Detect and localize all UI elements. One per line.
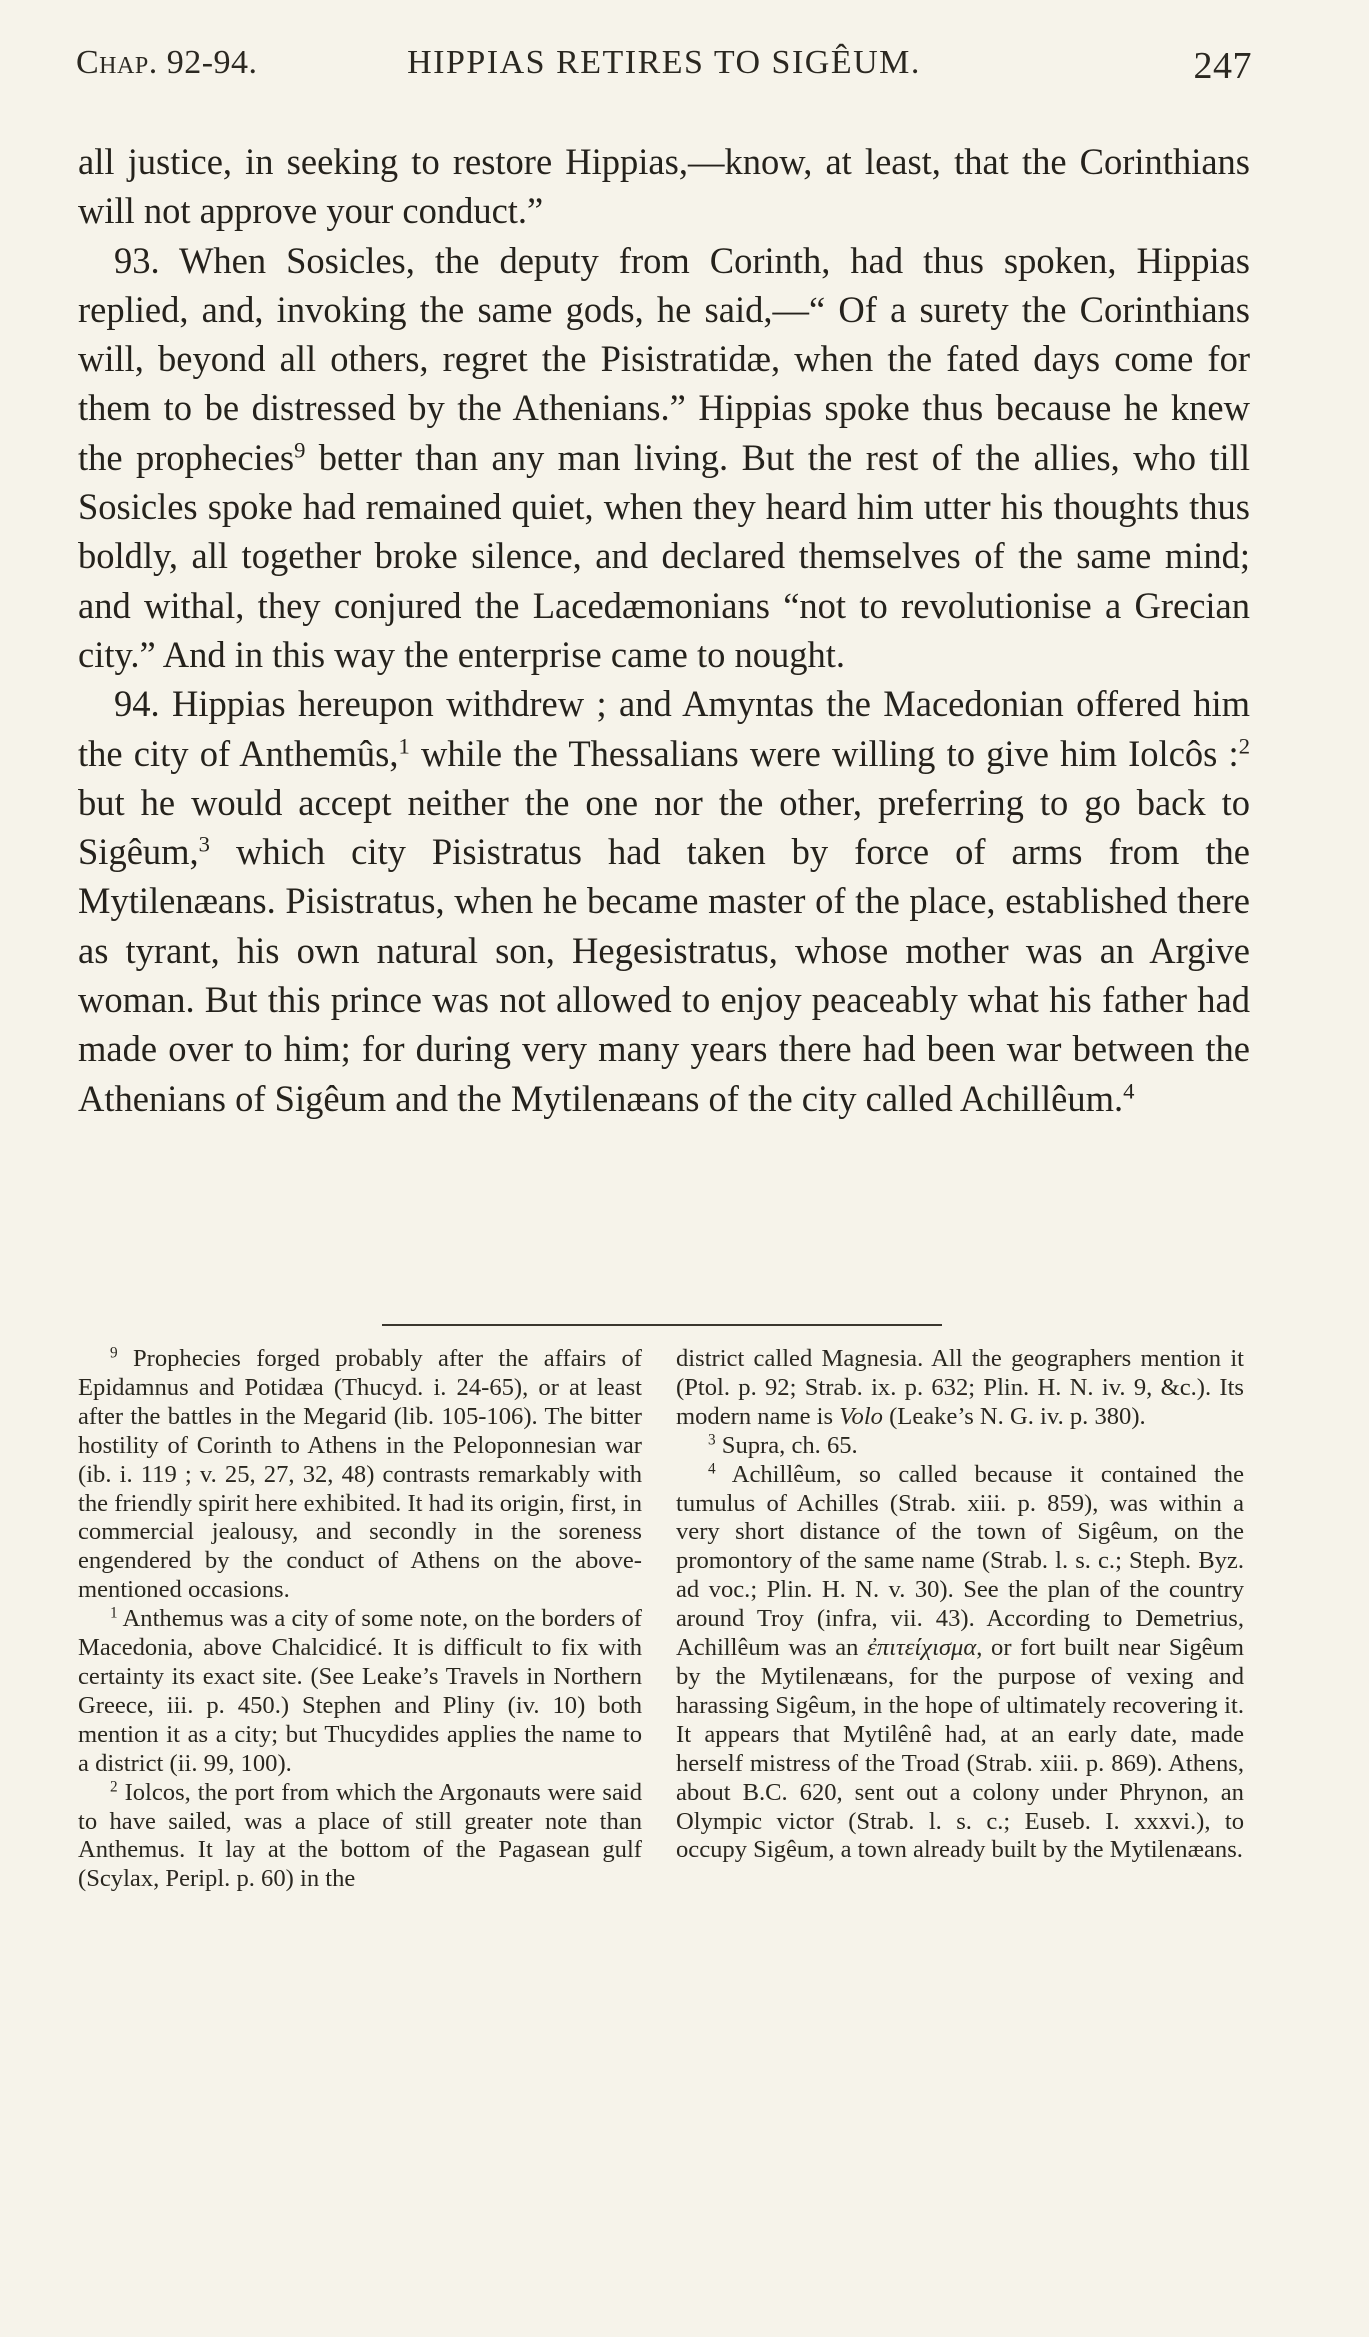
footnote-number: 1 bbox=[110, 1604, 118, 1622]
footnote-4 bbox=[676, 1461, 1244, 1866]
footnote-text: district called Magnesia. All the geographers mention it (Ptol. p. 92; Strab. ix. p. 632; Plin. H. N. iv. 9, &c.). Its modern name is bbox=[676, 1345, 1244, 1430]
paragraph-text: 94. Hippias hereupon withdrew ; and Amyntas the Macedonian offered him the city of Anthemûs, bbox=[78, 683, 1250, 774]
footnote-9 bbox=[78, 1345, 642, 1605]
paragraph-93 bbox=[78, 236, 1250, 680]
footnote-3 bbox=[676, 1432, 1244, 1461]
greek-term: ἐπιτείχισμα bbox=[867, 1634, 977, 1662]
paragraph-text: all justice, in seeking to restore Hippias,—know, at least, that the Corinthians will not approve your conduct.” bbox=[78, 141, 1250, 232]
chapter-range: Chap. 92-94. bbox=[76, 44, 258, 81]
era-abbreviation: B.C. bbox=[742, 1778, 788, 1806]
paragraph-text: while the Thessalians were willing to give him Iolcôs : bbox=[409, 732, 1239, 774]
paragraph-94 bbox=[78, 679, 1250, 1123]
footnote-ref-1[interactable]: 1 bbox=[398, 733, 410, 759]
page-number: 247 bbox=[1193, 45, 1252, 87]
footnotes-right-column bbox=[676, 1345, 1244, 1865]
footnote-text: Supra, ch. 65. bbox=[715, 1431, 858, 1459]
footnotes-left-column bbox=[78, 1345, 642, 1894]
paragraph-text: which city Pisistratus had taken by force of arms from the Mytilenæans. Pisistratus, when he became master of the place, established there as tyrant, his own natural son, Hegesistratus, whose mother was an Argive woman. But this prince was not allowed to enjoy peaceably what his father had made over to him; for during very many years there had been war between the Athenians of Sigêum and the Mytilenæans of the city called Achillêum. bbox=[78, 831, 1250, 1119]
running-header bbox=[76, 44, 1252, 96]
footnote-2-continued bbox=[676, 1345, 1244, 1432]
footnote-number: 9 bbox=[110, 1344, 118, 1362]
footnote-ref-9[interactable]: 9 bbox=[294, 437, 306, 463]
footnote-ref-4[interactable]: 4 bbox=[1123, 1078, 1135, 1104]
footnote-italic-text: Volo bbox=[839, 1402, 883, 1430]
footnote-ref-3[interactable]: 3 bbox=[198, 831, 210, 857]
running-title: HIPPIAS RETIRES TO SIGÊUM. bbox=[407, 44, 921, 81]
footnote-number: 2 bbox=[110, 1778, 118, 1796]
footnote-divider bbox=[382, 1324, 942, 1326]
footnote-text: Iolcos, the port from which the Argonauts were said to have sailed, was a place of still greater note than Anthemus. It lay at the bottom of the Pagasean gulf (Scylax, Peripl. p. 60) in the bbox=[78, 1778, 642, 1893]
footnote-1 bbox=[78, 1605, 642, 1778]
footnote-text: Anthemus was a city of some note, on the borders of Macedonia, above Chalcidicé. It is difficult to fix with certainty its exact site. (See Leake’s Travels in Northern Greece, iii. p. 450.) Stephen and Pliny (iv. 10) both mention it as a city; but Thucydides applies the name to a district (ii. 99, 100). bbox=[78, 1605, 642, 1777]
footnote-text: 620, sent out a colony under Phrynon, an Olympic victor (Strab. l. s. c.; Euseb. bbox=[676, 1778, 1244, 1835]
footnote-ref-2[interactable]: 2 bbox=[1238, 733, 1251, 759]
roman-numeral: I. bbox=[1105, 1807, 1120, 1835]
paragraph-text: but he would accept neither the one nor the other, preferring to go back to Sigêum, bbox=[78, 781, 1250, 873]
paragraph-text: better than any man living. But the rest of the allies, who till Sosicles spoke had remained quiet, when they heard him utter his thoughts thus boldly, all together broke silence, and declared themselves of the same mind; and withal, they conjured the Lacedæmonians “not to revolutionise a Grecian city.” And in this way the enterprise came to nought. bbox=[78, 436, 1250, 675]
footnote-text: Achillêum, so called because it contained the tumulus of Achilles (Strab. xiii. p. 859), was within a very short distance of the town of Sigêum, on the promontory of the same name (Strab. l. s. c.; Steph. Byz. ad voc.; Plin. H. N. v. 30). See the plan of the country around Troy (infra, vii. 43). According to Demetrius, Achillêum was an bbox=[676, 1460, 1244, 1662]
paragraph-text: 93. When Sosicles, the deputy from Corinth, had thus spoken, Hippias replied, and, invoking the same gods, he said,—“ Of a surety the Corinthians will, beyond all others, regret the Pisistratidæ, when the fated days come for them to be distressed by the Athenians.” Hippias spoke thus because he knew the prophecies bbox=[78, 239, 1250, 478]
footnote-text: Prophecies forged probably after the affairs of Epidamnus and Potidæa (Thucyd. i. 24-65), or at least after the battles in the Megarid (lib. 105-106). The bitter hostility of Corinth to Athens in the Peloponnesian war (ib. i. 119 ; v. 25, 27, 32, 48) contrasts remarkably with the friendly spirit here exhibited. It had its origin, first, in commercial jealousy, and secondly in the soreness engendered by the conduct of Athens on the above-mentioned occasions. bbox=[78, 1345, 642, 1604]
main-text bbox=[78, 137, 1250, 1123]
footnote-2 bbox=[78, 1779, 642, 1895]
footnote-text: , or fort built near Sigêum by the Mytilenæans, for the purpose of vexing and harassing Sigêum, in the hope of ultimately recovering it. It appears that Mytilênê had, at an early date, made herself mistress of the Troad (Strab. xiii. p. 869). Athens, about bbox=[676, 1634, 1244, 1806]
paragraph-continuation bbox=[78, 137, 1250, 236]
footnote-text: xxxvi.), to occupy Sigêum, a town already built by the Mytilenæans. bbox=[676, 1807, 1245, 1864]
footnote-number: 4 bbox=[708, 1460, 716, 1478]
footnote-text: (Leake’s N. G. iv. p. 380). bbox=[882, 1402, 1146, 1430]
footnote-number: 3 bbox=[708, 1431, 716, 1449]
